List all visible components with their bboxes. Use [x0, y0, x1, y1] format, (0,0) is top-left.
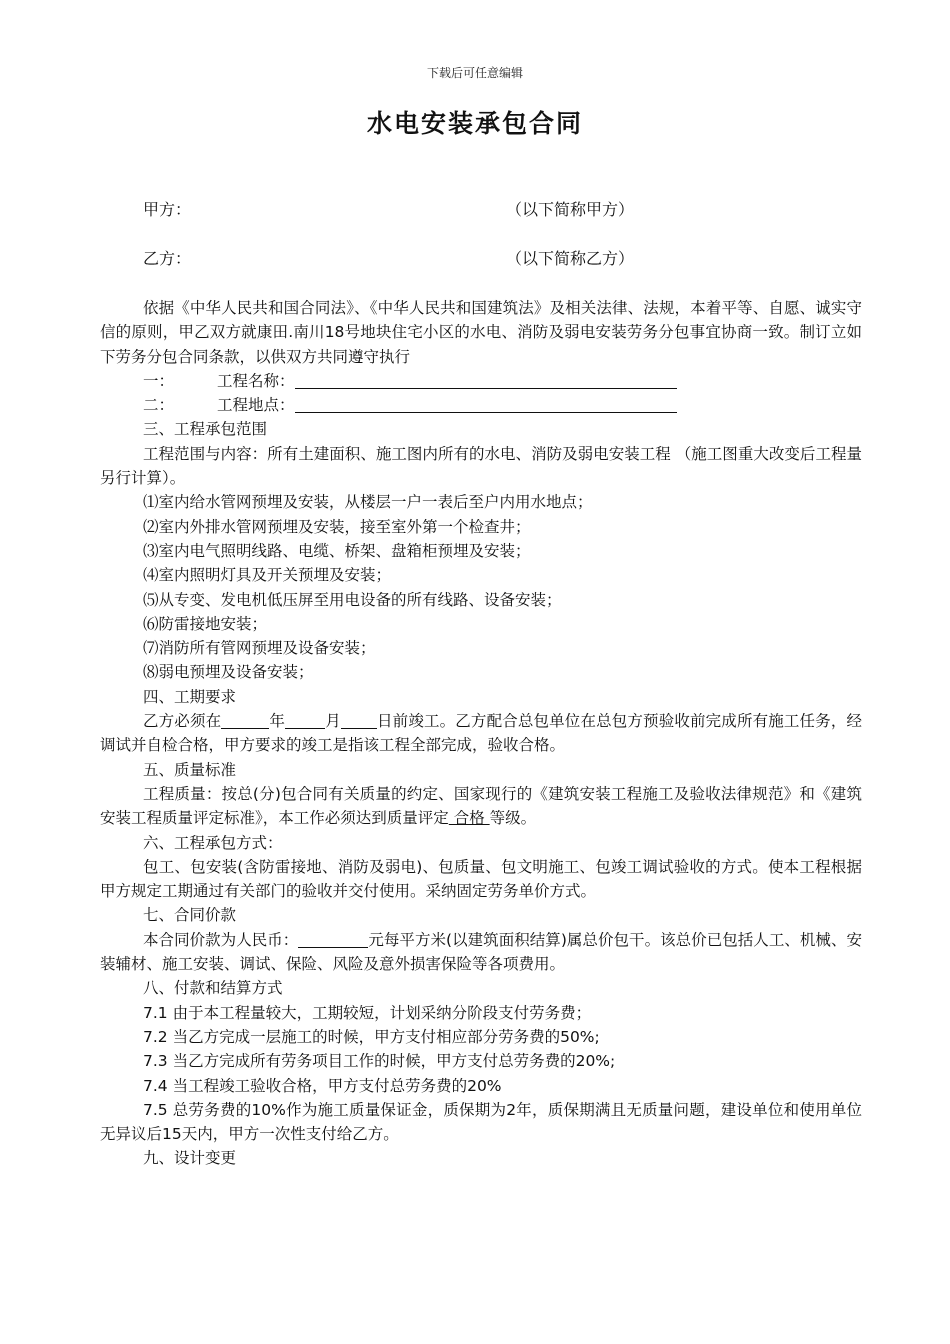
party-a-label: 甲方： [143, 200, 192, 219]
payment-item: 7.2 当乙方完成一层施工的时候，甲方支付相应部分劳务费的50%; [143, 1027, 600, 1046]
section-heading: 八、付款和结算方式 [143, 979, 283, 998]
schedule-text: 日前竣工。乙方配合总包单位在总包方预验收前完成所有施工任务，经调试并自检合格，甲方要求的竣工是指该工程全部完成，验收合格。 [100, 712, 862, 755]
schedule-text: 乙方必须在 [143, 712, 222, 731]
item-label: 工程名称： [217, 371, 295, 390]
section-heading: 三、工程承包范围 [143, 420, 268, 439]
party-b-note: （以下简称乙方） [506, 249, 635, 268]
contract-mode-paragraph: 包工、包安装(含防雷接地、消防及弱电)、包质量、包文明施工、包竣工调试验收的方式。使本工程根据甲方规定工期通过有关部门的验收并交付使用。采纳固定劳务单价方式。 [100, 857, 862, 901]
quality-text: 等级。 [489, 809, 537, 828]
price-text: 元每平方米(以建筑面积结算)属总价包干。该总价已包括人工、机械、安装辅材、施工安装、调试、保险、风险及意外损害保险等各项费用。 [100, 930, 862, 974]
project-location-blank [295, 394, 677, 413]
section-heading: 六、工程承包方式： [143, 833, 283, 852]
price-paragraph [100, 928, 862, 977]
scope-item: ⑴室内给水管网预埋及安装，从楼层一户一表后至户内用水地点； [143, 493, 593, 512]
scope-item: ⑻弱电预埋及设备安装； [143, 663, 314, 682]
section-heading: 七、合同价款 [143, 906, 237, 925]
payment-item: 7.3 当乙方完成所有劳务项目工作的时候，甲方支付总劳务费的20%; [143, 1052, 616, 1071]
download-note: 下载后可任意编辑 [426, 66, 523, 80]
payment-item: 7.4 当工程竣工验收合格，甲方支付总劳务费的20% [143, 1076, 502, 1095]
scope-item: ⑶室内电气照明线路、电缆、桥架、盘箱柜预埋及安装； [143, 541, 531, 560]
party-b-label: 乙方： [143, 249, 192, 268]
intro-paragraph: 依据《中华人民共和国合同法》、《中华人民共和国建筑法》及相关法律、法规，本着平等、自愿、诚实守信的原则，甲乙双方就康田.南川18号地块住宅小区的水电、消防及弱电安装劳务分包事宜协商一致。制订立如下劳务分包合同条款，以供双方共同遵守执行 [100, 299, 862, 366]
quality-text: 工程质量：按总(分)包合同有关质量的约定、国家现行的《建筑安装工程施工及验收法律规范》和《建筑安装工程质量评定标准》，本工作必须达到质量评定 [100, 784, 862, 828]
project-name-blank [295, 370, 677, 389]
price-blank [298, 929, 368, 948]
schedule-text: 月 [325, 712, 341, 731]
quality-paragraph [100, 782, 862, 831]
section-heading: 九、设计变更 [143, 1149, 237, 1168]
year-blank [221, 710, 269, 729]
section-heading: 四、工期要求 [143, 687, 237, 706]
scope-item: ⑸从专变、发电机低压屏至用电设备的所有线路、设备安装； [143, 590, 562, 609]
schedule-text: 年 [269, 712, 286, 731]
payment-item: 7.5 总劳务费的10%作为施工质量保证金，质保期为2年，质保期满且无质量问题，建设单位和使用单位无异议后15天内，甲方一次性支付给乙方。 [100, 1100, 862, 1144]
schedule-paragraph [100, 709, 862, 758]
section-heading: 五、质量标准 [143, 760, 237, 779]
scope-item: ⑺消防所有管网预埋及设备安装； [143, 639, 376, 658]
month-blank [285, 710, 325, 729]
price-text: 本合同价款为人民币： [143, 930, 299, 949]
day-blank [341, 710, 377, 729]
payment-item: 7.1 由于本工程量较大，工期较短，计划采纳分阶段支付劳务费； [143, 1003, 592, 1022]
party-a-note: （以下简称甲方） [506, 200, 635, 219]
item-label: 工程地点： [217, 396, 295, 415]
item-project-name [100, 369, 862, 393]
contract-body [100, 296, 862, 1171]
scope-item: ⑷室内照明灯具及开关预埋及安装； [143, 566, 392, 585]
scope-item: ⑹防雷接地安装； [143, 614, 268, 633]
scope-item: ⑵室内外排水管网预埋及安装，接至室外第一个检查井； [143, 517, 531, 536]
contract-title: 水电安装承包合同 [366, 109, 583, 138]
scope-paragraph: 工程范围与内容：所有土建面积、施工图内所有的水电、消防及弱电安装工程 （施工图重大改变后工程量另行计算）。 [100, 444, 862, 488]
item-number: 二： [143, 396, 175, 415]
item-number: 一： [143, 371, 175, 390]
item-project-location [100, 393, 862, 417]
quality-grade: 合格 [448, 809, 490, 828]
